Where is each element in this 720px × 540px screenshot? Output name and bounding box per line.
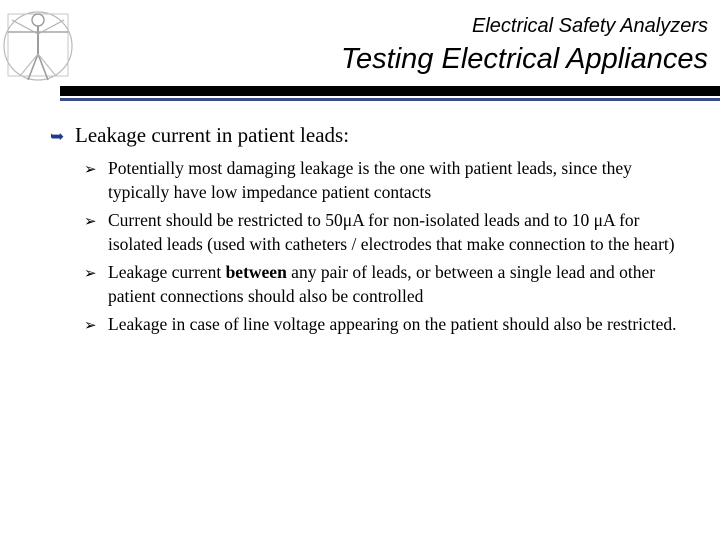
- check-arrow-bullet-icon: ➢: [84, 264, 97, 282]
- slide-body: [50, 122, 690, 341]
- curved-arrow-bullet-icon: ➥: [50, 127, 65, 147]
- sub-bullet-text-end: any pair of leads, or between a single lead and other patient connections should also be controlled: [108, 262, 656, 306]
- check-arrow-bullet-icon: ➢: [84, 160, 97, 178]
- sub-bullet-text: [108, 260, 690, 308]
- sub-bullet-list: [84, 156, 690, 337]
- sub-bullet: [84, 208, 690, 256]
- main-bullet: [50, 122, 690, 150]
- sub-bullet: [84, 156, 690, 204]
- sub-bullet-text-start: Leakage current: [108, 262, 226, 282]
- header-rule: [60, 86, 720, 96]
- sub-bullet-text: Current should be restricted to 50μA for non-isolated leads and to 10 μA for isolated leads (used with catheters / electrodes that make connection to the heart): [108, 210, 675, 254]
- slide-subtitle: Electrical Safety Analyzers: [471, 15, 708, 37]
- header-accent-rule: [60, 98, 720, 101]
- sub-bullet-emphasis: between: [225, 262, 287, 282]
- check-arrow-bullet-icon: ➢: [84, 212, 97, 230]
- sub-bullet-text: Leakage in case of line voltage appearing on the patient should also be restricted.: [108, 314, 677, 334]
- slide-title: Testing Electrical Appliances: [341, 43, 708, 75]
- main-bullet-text: Leakage current in patient leads:: [75, 123, 350, 147]
- sub-bullet: [84, 260, 690, 308]
- vitruvian-man-icon: [0, 0, 82, 92]
- sub-bullet-text: Potentially most damaging leakage is the one with patient leads, since they typically have low impedance patient contacts: [108, 158, 632, 202]
- sub-bullet: [84, 312, 690, 337]
- check-arrow-bullet-icon: ➢: [84, 316, 97, 334]
